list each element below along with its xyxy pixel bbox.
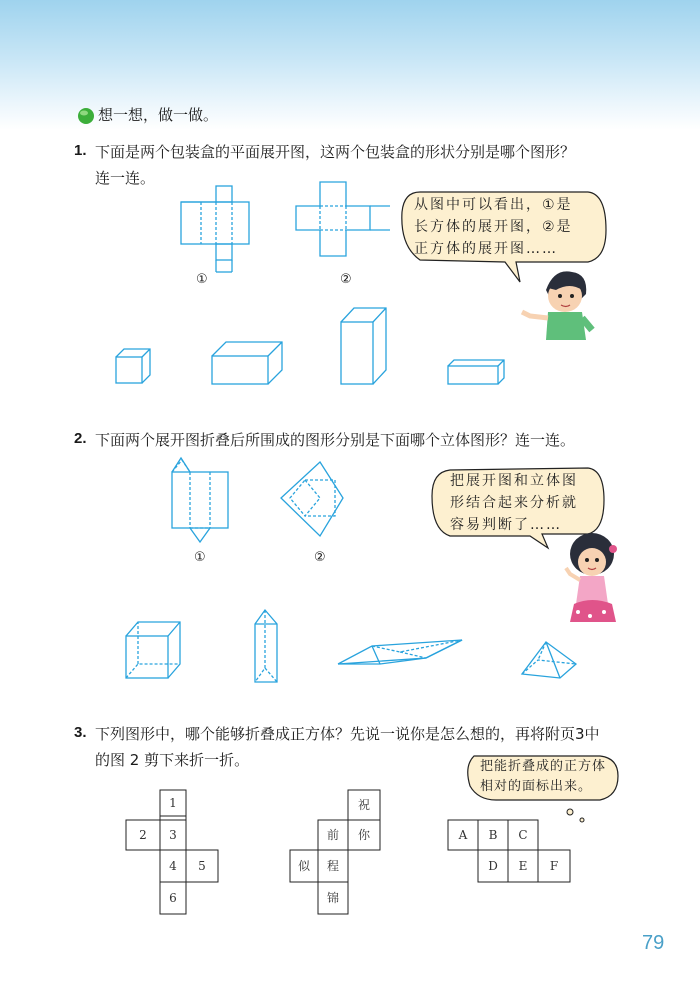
q3-text-line1: 下列图形中，哪个能够折叠成正方体？先说一说你是怎么想的，再将附页3中 (95, 725, 600, 743)
q1-text-line2: 连一连。 (95, 169, 156, 187)
q1-text-line1: 下面是两个包装盒的平面展开图，这两个包装盒的形状分别是哪个图形？ (95, 143, 576, 161)
q2-net-pyramid (281, 462, 343, 536)
net2-cell: 祝 (357, 798, 370, 812)
page-number: 79 (642, 932, 665, 954)
q2-text: 下面两个展开图折叠后所围成的图形分别是下面哪个立体图形？连一连。 (95, 431, 576, 449)
net1-cell: 3 (169, 828, 177, 842)
q2-bubble-line-2: 形结合起来分析就 (450, 495, 578, 511)
boy-illustration (522, 271, 592, 340)
q1-solid-thin-cuboid (448, 360, 504, 384)
net1-cell: 6 (169, 891, 177, 905)
q1-bubble-line-1: 从图中可以看出，①是 (414, 197, 573, 213)
net2-cell: 你 (357, 828, 370, 842)
q1-net-cube (296, 182, 390, 256)
q1-label-1: ① (196, 272, 208, 287)
q1-number: 1. (74, 142, 87, 159)
net1-cell: 2 (139, 828, 147, 842)
q1-bubble-line-3: 正方体的展开图…… (414, 241, 558, 257)
net3-cell: A (458, 828, 468, 842)
q3-bubble-line-2: 相对的面标出来。 (480, 779, 593, 794)
q2-solid-tall-prism (255, 610, 277, 682)
net3-cell: F (549, 859, 559, 873)
net2-cell: 程 (326, 859, 339, 873)
net3-cell: C (518, 828, 528, 842)
q2-bubble-text (450, 470, 578, 536)
q3-bubble-text (480, 757, 606, 797)
net3-cell: B (488, 828, 498, 842)
q1-net-cuboid (181, 186, 249, 272)
q2-label-2: ② (314, 550, 326, 565)
q3-bubble-line-1: 把能折叠成的正方体 (480, 759, 607, 774)
q1-solid-small-cube (116, 349, 150, 383)
q2-solid-triangular-prism (338, 640, 462, 664)
net1-cell: 4 (169, 859, 177, 873)
q3-number: 3. (74, 724, 87, 741)
q2-solid-pyramid (522, 642, 576, 678)
q2-number: 2. (74, 430, 87, 447)
q3-text-line2: 的图 2 剪下来折一折。 (95, 751, 250, 769)
q2-bubble-line-3: 容易判断了…… (450, 517, 562, 533)
section-title: 想一想，做一做。 (98, 106, 219, 124)
q1-solid-tall-cuboid (341, 308, 386, 384)
net1-cell: 5 (198, 859, 206, 873)
q2-net-prism (172, 458, 228, 542)
q1-bubble-text (414, 194, 573, 260)
net2-cell: 锦 (326, 891, 339, 905)
net2-cell: 前 (326, 828, 339, 842)
girl-illustration (566, 533, 617, 622)
net1-cell: 1 (169, 796, 177, 810)
q1-bubble-line-2: 长方体的展开图，②是 (414, 219, 573, 235)
q1-solid-flat-cuboid (212, 342, 282, 384)
q2-label-1: ① (194, 550, 206, 565)
q2-bubble-line-1: 把展开图和立体图 (450, 473, 578, 489)
q1-label-2: ② (340, 272, 352, 287)
q2-solid-cube (126, 622, 180, 678)
net2-cell: 似 (297, 859, 310, 873)
net3-cell: E (518, 859, 528, 873)
net3-cell: D (488, 859, 498, 873)
